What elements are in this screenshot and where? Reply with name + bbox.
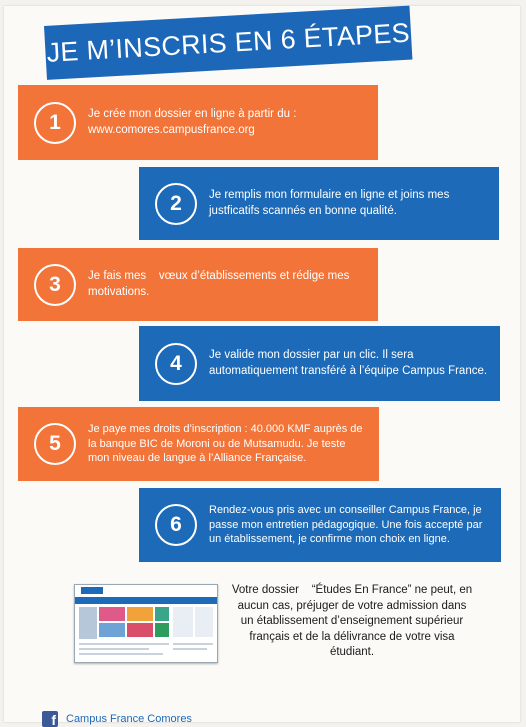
step-text: Je paye mes droits d’inscription : 40.000 KMF auprès de la banque BIC de Moroni ou de Mutsamudu. Je teste mon niveau de langue à l’Alliance Française. <box>88 423 363 465</box>
step-text: Rendez-vous pris avec un conseiller Campus France, je passe mon entretien pédagogique. Une fois accepté par un établissement, je confirme mon choix en ligne. <box>209 504 483 546</box>
step-2 <box>139 167 499 240</box>
step-number-circle: 2 <box>155 183 197 225</box>
step-6 <box>139 488 501 562</box>
step-number-circle: 3 <box>34 264 76 306</box>
step-5 <box>18 407 379 481</box>
step-3 <box>18 248 378 321</box>
page-title: JE M’INSCRIS EN 6 ÉTAPES <box>45 17 411 68</box>
step-number-circle: 4 <box>155 343 197 385</box>
disclaimer-note: Votre dossier “Études En France” ne peut, en aucun cas, préjuger de votre admission dans un établissement d’enseignement supérieur français et de la délivrance de votre visa étudiant. <box>231 584 476 658</box>
footer <box>42 711 192 727</box>
step-text: Je remplis mon formulaire en ligne et joins mes justficatifs scannés en bonne qualité. <box>209 189 450 217</box>
facebook-icon[interactable]: f <box>42 711 58 727</box>
page-sheet <box>4 6 520 727</box>
step-number-circle: 1 <box>34 102 76 144</box>
step-text: Je crée mon dossier en ligne à partir du : www.comores.campusfrance.org <box>88 108 297 136</box>
step-number-circle: 5 <box>34 423 76 465</box>
facebook-page-link[interactable]: Campus France Comores <box>66 713 192 725</box>
step-text: Je fais mes vœux d’établissements et rédige mes motivations. <box>88 270 353 298</box>
step-1 <box>18 85 378 160</box>
step-text: Je valide mon dossier par un clic. Il sera automatiquement transféré à l’équipe Campus France. <box>209 349 488 377</box>
step-number-circle: 6 <box>155 504 197 546</box>
title-banner <box>44 6 412 80</box>
step-4 <box>139 326 500 401</box>
website-screenshot-thumbnail <box>74 584 218 663</box>
